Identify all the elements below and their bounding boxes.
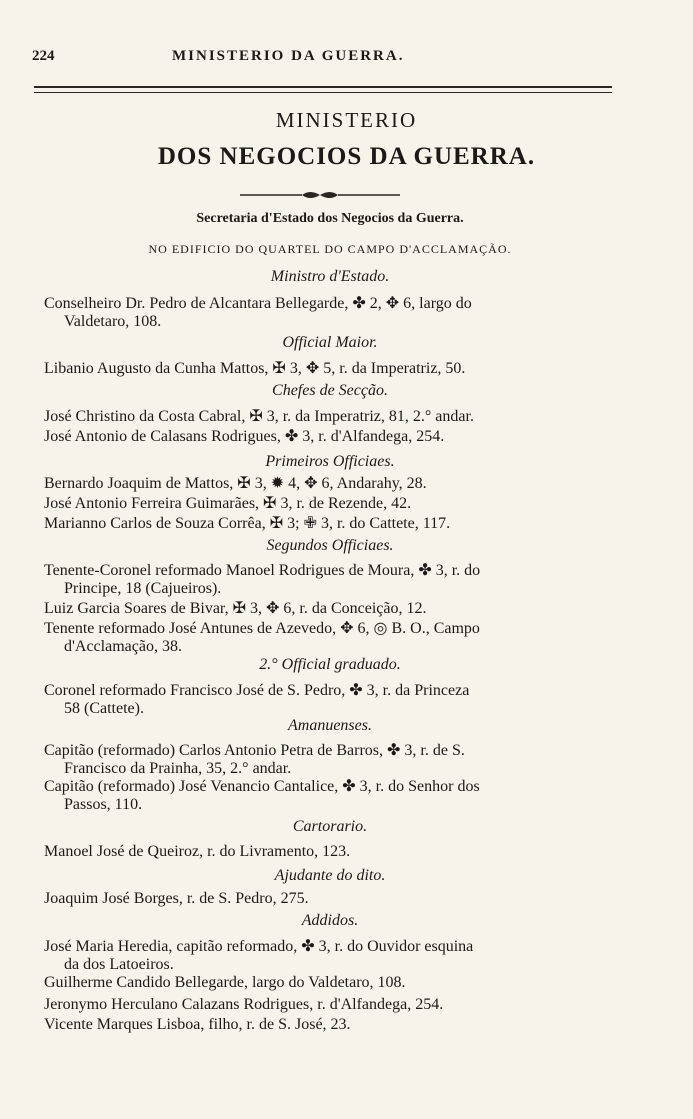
- title-line-1: MINISTERIO: [275, 108, 418, 132]
- entry-line: Marianno Carlos de Souza Corrêa, ✠ 3; ✙ 3, r. do Cattete, 117.: [44, 515, 451, 532]
- entry-continuation: Passos, 110.: [64, 796, 143, 813]
- section-heading: 2.° Official graduado.: [259, 656, 401, 673]
- section-heading: Primeiros Officiaes.: [265, 453, 395, 470]
- directory-entry: [44, 360, 616, 378]
- directory-entry: [44, 562, 616, 598]
- directory-entry: [44, 742, 616, 778]
- secretaria-line: Secretaria d'Estado dos Negocios da Guerra.: [196, 211, 464, 226]
- directory-entry: [44, 843, 616, 861]
- entry-line: Capitão (reformado) Carlos Antonio Petra de Barros, ✤ 3, r. de S.: [44, 742, 465, 759]
- edificio-line: NO EDIFICIO DO QUARTEL DO CAMPO D'ACCLAMAÇÃO.: [148, 242, 512, 256]
- section-heading: Cartorario.: [292, 818, 368, 835]
- directory-entry: [44, 682, 616, 718]
- header-rule: [34, 86, 612, 93]
- directory-entry: [44, 495, 616, 513]
- entry-line: Coronel reformado Francisco José de S. Pedro, ✤ 3, r. da Princeza: [44, 682, 470, 699]
- entry-line: Tenente reformado José Antunes de Azevedo, ✥ 6, ◎ B. O., Campo: [44, 620, 480, 637]
- directory-entry: [44, 1016, 616, 1034]
- entry-line: Guilherme Candido Bellegarde, largo do Valdetaro, 108.: [44, 974, 406, 991]
- entry-line: Libanio Augusto da Cunha Mattos, ✠ 3, ✥ 5, r. da Imperatriz, 50.: [44, 360, 466, 377]
- entry-line: Tenente-Coronel reformado Manoel Rodrigues de Moura, ✤ 3, r. do: [44, 562, 481, 579]
- entry-continuation: da dos Latoeiros.: [64, 956, 174, 973]
- entry-line: Vicente Marques Lisboa, filho, r. de S. José, 23.: [44, 1016, 351, 1033]
- entry-continuation: Valdetaro, 108.: [64, 313, 162, 330]
- directory-entry: [44, 295, 616, 331]
- entry-line: José Antonio Ferreira Guimarães, ✠ 3, r. de Rezende, 42.: [44, 495, 412, 512]
- entry-line: Jeronymo Herculano Calazans Rodrigues, r. d'Alfandega, 254.: [44, 996, 444, 1013]
- directory-entry: [44, 620, 616, 656]
- directory-entry: [44, 428, 616, 446]
- directory-entry: [44, 996, 616, 1014]
- section-heading: Official Maior.: [282, 334, 378, 351]
- ornament-divider: [240, 188, 400, 202]
- directory-entry: [44, 475, 616, 493]
- entry-line: José Christino da Costa Cabral, ✠ 3, r. da Imperatriz, 81, 2.° andar.: [44, 408, 474, 425]
- section-heading: Ministro d'Estado.: [270, 268, 390, 285]
- directory-entry: [44, 600, 616, 618]
- entry-continuation: Francisco da Prainha, 35, 2.° andar.: [64, 760, 292, 777]
- entry-line: José Antonio de Calasans Rodrigues, ✤ 3, r. d'Alfandega, 254.: [44, 428, 445, 445]
- directory-entry: [44, 778, 616, 814]
- entry-continuation: 58 (Cattete).: [64, 700, 144, 717]
- entry-continuation: d'Acclamação, 38.: [64, 638, 182, 655]
- directory-entry: [44, 938, 616, 974]
- entry-line: José Maria Heredia, capitão reformado, ✤ 3, r. do Ouvidor esquina: [44, 938, 474, 955]
- page-header: [32, 48, 616, 70]
- entry-line: Capitão (reformado) José Venancio Cantalice, ✤ 3, r. do Senhor dos: [44, 778, 480, 795]
- section-heading: Ajudante do dito.: [274, 867, 386, 884]
- directory-entry: [44, 515, 616, 533]
- directory-entry: [44, 408, 616, 426]
- entry-line: Conselheiro Dr. Pedro de Alcantara Bellegarde, ✤ 2, ✥ 6, largo do: [44, 295, 472, 312]
- running-head: MINISTERIO DA GUERRA.: [172, 48, 405, 64]
- entry-line: Luiz Garcia Soares de Bivar, ✠ 3, ✥ 6, r. da Conceição, 12.: [44, 600, 427, 617]
- page-number: 224: [32, 48, 55, 64]
- directory-entry: [44, 890, 616, 908]
- directory-entry: [44, 974, 616, 992]
- title-line-2: DOS NEGOCIOS DA GUERRA.: [157, 143, 536, 170]
- section-heading: Addidos.: [301, 912, 359, 929]
- entry-line: Joaquim José Borges, r. de S. Pedro, 275.: [44, 890, 309, 907]
- section-heading: Amanuenses.: [288, 717, 372, 734]
- section-heading: Segundos Officiaes.: [266, 537, 394, 554]
- section-heading: Chefes de Secção.: [272, 382, 388, 399]
- entry-line: Manoel José de Queiroz, r. do Livramento, 123.: [44, 843, 351, 860]
- entry-line: Bernardo Joaquim de Mattos, ✠ 3, ✹ 4, ✥ 6, Andarahy, 28.: [44, 475, 427, 492]
- entry-continuation: Principe, 18 (Cajueiros).: [64, 580, 222, 597]
